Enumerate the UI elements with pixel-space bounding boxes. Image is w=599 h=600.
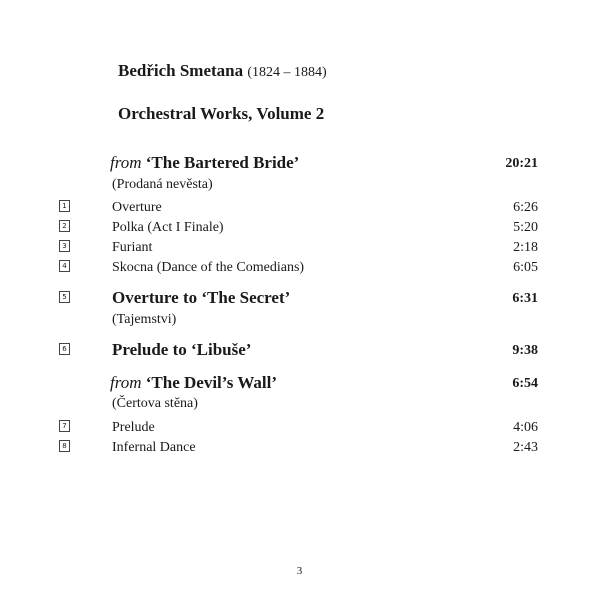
track-duration: 4:06 <box>513 420 538 435</box>
composer-line <box>118 61 327 81</box>
work-title-text: ‘The Bartered Bride’ <box>145 153 300 172</box>
track-duration: 6:05 <box>513 260 538 275</box>
work-prefix: from <box>110 373 142 392</box>
track-duration: 2:18 <box>513 240 538 255</box>
track-title: Furiant <box>112 240 153 255</box>
work-duration: 20:21 <box>505 156 538 171</box>
work-title-libuse: Prelude to ‘Libuše’ <box>112 340 252 359</box>
track-title: Infernal Dance <box>112 440 196 455</box>
work-subtitle: (Prodaná nevěsta) <box>112 177 213 192</box>
work-duration: 9:38 <box>512 343 538 358</box>
track-number-box: 2 <box>59 220 70 232</box>
track-title: Polka (Act I Finale) <box>112 220 224 235</box>
work-subtitle: (Tajemstvi) <box>112 312 177 327</box>
composer-dates: (1824 – 1884) <box>247 65 327 80</box>
work-prefix: from <box>110 153 142 172</box>
work-subtitle: (Čertova stěna) <box>112 396 198 411</box>
work-title-the-secret: Overture to ‘The Secret’ <box>112 288 291 307</box>
track-title: Skocna (Dance of the Comedians) <box>112 260 305 275</box>
work-title-text: ‘The Devil’s Wall’ <box>145 373 278 392</box>
track-duration: 5:20 <box>513 220 538 235</box>
track-number-box: 3 <box>59 240 70 252</box>
composer-name: Bedřich Smetana <box>118 61 244 80</box>
track-duration: 6:26 <box>513 200 538 215</box>
work-duration: 6:31 <box>512 291 538 306</box>
work-title-bartered-bride <box>110 153 299 173</box>
work-title-devils-wall <box>110 373 277 393</box>
track-title: Overture <box>112 200 162 215</box>
track-number-box: 5 <box>59 291 70 303</box>
track-title: Prelude <box>112 420 155 435</box>
page-number: 3 <box>296 565 303 577</box>
track-number-box: 4 <box>59 260 70 272</box>
work-duration: 6:54 <box>512 376 538 391</box>
track-duration: 2:43 <box>513 440 538 455</box>
track-number-box: 7 <box>59 420 70 432</box>
track-number-box: 6 <box>59 343 70 355</box>
track-number-box: 1 <box>59 200 70 212</box>
album-title: Orchestral Works, Volume 2 <box>118 104 325 123</box>
track-number-box: 8 <box>59 440 70 452</box>
